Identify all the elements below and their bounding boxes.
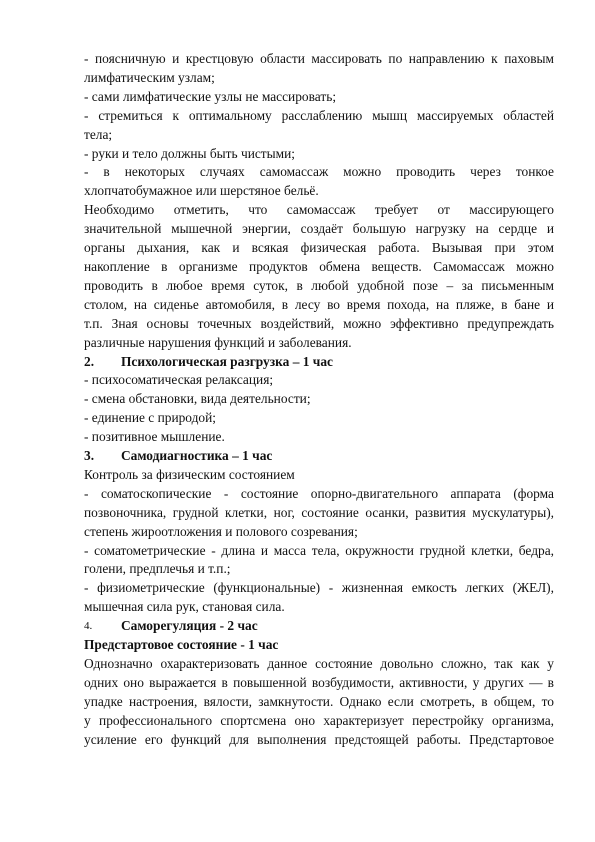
- section-number: 4.: [84, 620, 93, 633]
- text-line: Контроль за физическим состоянием: [84, 466, 295, 482]
- text-line: - стремиться к оптимальному расслаблению мышц массируемых областей: [84, 107, 554, 123]
- text-line: одних оно выражается в повышенной возбудимости, активности, у других — в: [84, 674, 554, 690]
- text-line: - позитивное мышление.: [84, 429, 225, 445]
- text-line: хлопчатобумажное или шерстяное бельё.: [84, 183, 319, 199]
- section-title: Психологическая разгрузка – 1 час: [121, 353, 333, 369]
- text-line: - поясничную и крестцовую области массировать по направлению к паховым: [84, 51, 554, 66]
- text-line: Однозначно охарактеризовать данное состояние довольно сложно, так как у: [84, 656, 554, 671]
- text-line: упадке настроения, вялости, замкнутости. Однако если смотреть, в общем, то: [84, 693, 554, 709]
- text-line: - руки и тело должны быть чистыми;: [84, 145, 296, 161]
- section-title: Самодиагностика – 1 час: [121, 448, 273, 464]
- text-line: значительной мышечной энергии, создаёт большую нагрузку на сердце и: [84, 221, 554, 237]
- text-line: усиление его функций для выполнения предстоящей работы. Предстартовое: [84, 731, 554, 747]
- text-line: мышечная сила рук, становая сила.: [84, 599, 285, 615]
- text-line: накопление в организме продуктов обмена веществ. Самомассаж можно: [84, 258, 554, 274]
- text-block-self-diagnostics: [84, 466, 554, 617]
- text-line: степень жироотложения и полового созревания;: [84, 523, 358, 539]
- text-line: позвоночника, грудной клетки, ног, состояние осанки, развития мускулатуры),: [84, 504, 554, 520]
- text-line: - физиометрические (функциональные) - жизненная емкость легких (ЖЕЛ),: [84, 580, 554, 596]
- text-line: Необходимо отметить, что самомассаж требует от массирующего: [84, 202, 554, 218]
- text-line: - психосоматическая релаксация;: [84, 372, 274, 388]
- text-line: - сами лимфатические узлы не массировать;: [84, 88, 337, 104]
- text-line: - соматоскопические - состояние опорно-двигательного аппарата (форма: [84, 485, 554, 501]
- text-line: голени, предплечья и т.п.;: [84, 561, 231, 577]
- text-line: столом, на сиденье автомобиля, в лесу во время похода, на пляже, в бане и: [84, 296, 554, 312]
- document-page: [84, 50, 554, 750]
- subsection-title: Предстартовое состояние - 1 час: [84, 637, 279, 653]
- text-line: органы дыхания, как и всякая физическая работа. Вызывая при этом: [84, 240, 554, 256]
- text-line: т.п. Зная основы точечных воздействий, можно эффективно предупреждать: [84, 315, 554, 331]
- text-line: - смена обстановки, вида деятельности;: [84, 391, 311, 407]
- section-number: 3.: [84, 448, 95, 464]
- text-line: различные нарушения функций и заболевания.: [84, 334, 352, 350]
- section-heading-4: [84, 617, 554, 636]
- text-line: лимфатическим узлам;: [84, 69, 215, 85]
- text-line: тела;: [84, 126, 113, 142]
- text-line: - единение с природой;: [84, 410, 217, 426]
- text-block-prestart-state: [84, 655, 554, 750]
- section-heading-3: [84, 447, 554, 466]
- section-title: Саморегуляция - 2 час: [121, 618, 258, 634]
- section-number: 2.: [84, 353, 95, 369]
- text-line: проводить в любое время суток, в любой удобной позе – за письменным: [84, 277, 554, 293]
- text-line: - в некоторых случаях самомассаж можно проводить через тонкое: [84, 164, 554, 180]
- text-block-psychological-relief: [84, 371, 554, 447]
- section-heading-2: [84, 353, 554, 372]
- text-block-massage-rules: [84, 50, 554, 353]
- text-line: - соматометрические - длина и масса тела, окружности грудной клетки, бедра,: [84, 542, 554, 558]
- text-line: у профессионального спортсмена оно характеризует перестройку организма,: [84, 712, 554, 728]
